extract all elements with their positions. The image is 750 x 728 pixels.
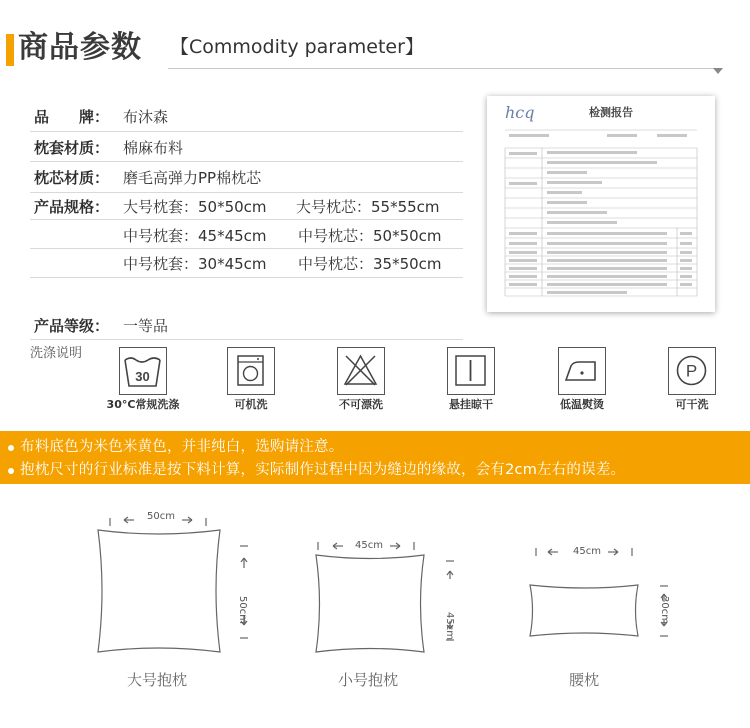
report-lines bbox=[487, 96, 715, 312]
large-pillow-width: 50cm bbox=[147, 511, 175, 522]
no-bleach-icon bbox=[337, 347, 385, 395]
notice-line-1: 布料底色为米色米黄色，并非纯白，选购请注意。 bbox=[20, 439, 344, 455]
medium-pillow-width: 45cm bbox=[355, 540, 383, 551]
row-divider bbox=[30, 161, 463, 162]
wash-30-icon bbox=[119, 347, 167, 395]
header-arrow-icon bbox=[713, 68, 723, 74]
header-divider bbox=[168, 68, 722, 69]
notice-banner bbox=[0, 431, 750, 484]
spec-case-medium: 中号枕套：45*45cm bbox=[123, 227, 267, 245]
row-divider bbox=[30, 131, 463, 132]
large-pillow-name: 大号抱枕 bbox=[127, 671, 188, 689]
lumbar-pillow-outline bbox=[530, 585, 638, 636]
machine-wash-icon bbox=[227, 347, 275, 395]
bullet-icon bbox=[8, 468, 14, 474]
case-material-value: 棉麻布料 bbox=[123, 139, 184, 157]
medium-pillow-outline bbox=[316, 555, 424, 652]
large-pillow-outline bbox=[98, 530, 220, 652]
row-divider bbox=[30, 219, 463, 220]
lumbar-pillow-height: 30cm bbox=[659, 596, 670, 624]
spec-core-large: 大号枕芯：55*55cm bbox=[296, 198, 440, 216]
spec-core-small: 中号枕芯：35*50cm bbox=[298, 255, 442, 273]
spec-core-medium: 中号枕芯：50*50cm bbox=[298, 227, 442, 245]
wash-temp-text: 30 bbox=[135, 369, 150, 384]
case-material-label: 枕套材质： bbox=[34, 139, 110, 157]
spec-case-small: 中号枕套：30*45cm bbox=[123, 255, 267, 273]
dry-clean-letter: P bbox=[685, 361, 698, 381]
row-divider bbox=[30, 277, 463, 278]
row-divider bbox=[30, 192, 463, 193]
dry-clean-icon bbox=[668, 347, 716, 395]
wash-label-machine: 可机洗 bbox=[234, 398, 268, 411]
lumbar-pillow-name: 腰枕 bbox=[569, 671, 600, 689]
report-logo: hcq bbox=[505, 103, 535, 122]
notice-line-2: 抱枕尺寸的行业标准是按下料计算，实际制作过程中因为缝边的缘故，会有2cm左右的误差。 bbox=[20, 462, 626, 478]
wash-label-30: 30°C常规洗涤 bbox=[106, 398, 180, 411]
wash-label-no-bleach: 不可漂洗 bbox=[339, 398, 383, 411]
grade-value: 一等品 bbox=[123, 317, 169, 335]
wash-label-low-iron: 低温熨烫 bbox=[560, 398, 604, 411]
grade-label: 产品等级： bbox=[34, 317, 110, 335]
test-report-image bbox=[487, 96, 715, 312]
header-accent-bar bbox=[6, 34, 14, 66]
large-pillow-height: 50cm bbox=[237, 596, 248, 624]
bullet-icon bbox=[8, 445, 14, 451]
core-material-value: 磨毛高弹力PP棉枕芯 bbox=[123, 169, 262, 187]
section-title: 商品参数 bbox=[18, 30, 142, 65]
brand-value: 布沐森 bbox=[123, 108, 169, 126]
lumbar-pillow-width: 45cm bbox=[573, 546, 601, 557]
section-subtitle: 【Commodity parameter】 bbox=[170, 36, 424, 58]
hang-dry-icon bbox=[447, 347, 495, 395]
spec-label: 产品规格： bbox=[34, 198, 110, 216]
medium-pillow-name: 小号抱枕 bbox=[338, 671, 399, 689]
wash-title: 洗涤说明 bbox=[30, 346, 83, 361]
wash-label-dry-clean: 可干洗 bbox=[675, 398, 709, 411]
wash-label-hang-dry: 悬挂晾干 bbox=[449, 398, 493, 411]
brand-label: 品 牌： bbox=[34, 108, 110, 126]
row-divider bbox=[30, 339, 463, 340]
low-iron-icon bbox=[558, 347, 606, 395]
spec-case-large: 大号枕套：50*50cm bbox=[123, 198, 267, 216]
row-divider bbox=[30, 248, 463, 249]
medium-pillow-height: 45cm bbox=[444, 612, 455, 640]
report-title: 检测报告 bbox=[589, 106, 633, 119]
pillow-diagrams bbox=[0, 490, 750, 728]
core-material-label: 枕芯材质： bbox=[34, 169, 110, 187]
